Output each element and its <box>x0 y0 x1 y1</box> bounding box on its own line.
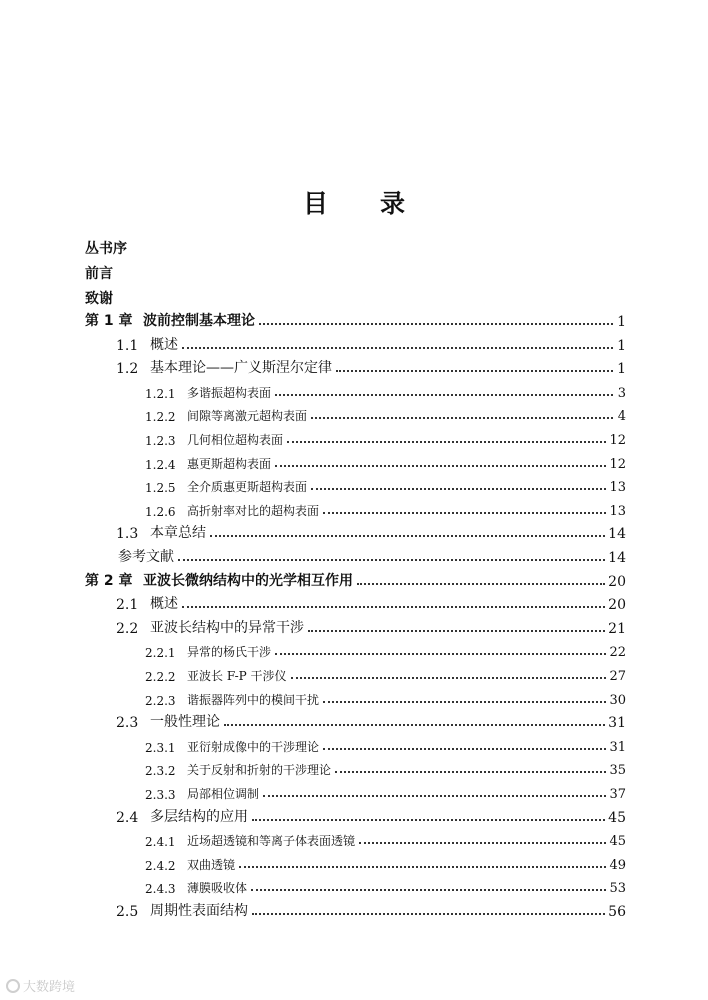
toc-entry-number: 1.1 <box>116 338 139 354</box>
toc-dot-leader <box>308 630 605 632</box>
page-title-char: 录 <box>380 189 406 218</box>
toc-entry-section[interactable] <box>116 355 626 377</box>
toc-dot-leader <box>287 441 606 443</box>
toc-dot-leader <box>359 842 606 844</box>
toc-entry-subsection[interactable] <box>145 638 626 660</box>
toc-dot-leader <box>252 819 605 821</box>
toc-entry-number: 2.3.2 <box>145 764 176 778</box>
toc-entry-number: 1.2.6 <box>145 505 176 519</box>
toc-entry-number: 2.3.1 <box>145 741 176 755</box>
toc-entry-chapter[interactable] <box>85 568 626 590</box>
toc-entry-page-number: 22 <box>609 645 626 660</box>
toc-entry-page-number: 49 <box>609 858 626 873</box>
toc-entry-section[interactable] <box>116 591 626 613</box>
toc-dot-leader <box>357 583 605 585</box>
toc-entry-page-number: 1 <box>617 314 626 330</box>
page-title-char: 目 <box>302 189 328 218</box>
toc-entry-number: 2.4.3 <box>145 882 176 896</box>
toc-dot-leader <box>224 724 605 726</box>
toc-entry-number: 1.2.4 <box>145 458 176 472</box>
toc-dot-leader <box>210 535 605 537</box>
toc-entry-title: 基本理论——广义斯涅尔定律 <box>150 360 332 376</box>
toc-entry-number: 2.4 <box>116 810 139 826</box>
toc-entry-page-number: 37 <box>609 787 626 802</box>
toc-entry-page-number: 13 <box>609 504 626 519</box>
toc-entry-page-number: 12 <box>609 457 626 472</box>
toc-entry-number: 1.2 <box>116 361 139 377</box>
toc-entry-number: 2.1 <box>116 597 139 613</box>
toc-entry-subsection[interactable] <box>145 851 626 873</box>
toc-entry-page-number: 56 <box>608 904 626 920</box>
toc-entry-section[interactable] <box>116 804 626 826</box>
toc-entry-title: 几何相位超构表面 <box>187 433 284 447</box>
toc-dot-leader <box>263 795 606 797</box>
toc-dot-leader <box>323 701 606 703</box>
toc-entry-page-number: 1 <box>617 338 626 354</box>
toc-entry-number: 1.2.3 <box>145 434 176 448</box>
toc-entry-subsection[interactable] <box>145 756 626 778</box>
toc-entry-title: 概述 <box>150 337 178 353</box>
toc-entry-subsection[interactable] <box>145 450 626 472</box>
toc-entry-subsection[interactable] <box>145 686 626 708</box>
toc-entry-title: 谐振器阵列中的模间干扰 <box>187 693 320 707</box>
toc-entry-section[interactable] <box>116 709 626 731</box>
toc-entry-title: 局部相位调制 <box>187 787 260 801</box>
toc-entry-number: 2.3.3 <box>145 788 176 802</box>
toc-entry-number: 第 1 章 <box>85 313 133 329</box>
toc-entry-page-number: 45 <box>608 810 626 826</box>
toc-dot-leader <box>291 677 607 679</box>
toc-dot-leader <box>336 370 613 372</box>
toc-dot-leader <box>239 866 606 868</box>
toc-entry-subsection[interactable] <box>145 497 626 519</box>
toc-entry-page-number: 1 <box>617 361 626 377</box>
toc-entry-title: 参考文献 <box>118 549 174 565</box>
toc-entry-page-number: 53 <box>609 881 626 896</box>
toc-dot-leader <box>252 913 605 915</box>
toc-dot-leader <box>275 394 613 396</box>
toc-entry-title: 概述 <box>150 596 178 612</box>
toc-entry-page-number: 3 <box>617 386 626 401</box>
toc-entry-title: 惠更斯超构表面 <box>187 457 272 471</box>
toc-entry-number: 2.2.2 <box>145 670 176 684</box>
watermark <box>6 976 75 995</box>
toc-entry-number: 1.3 <box>116 526 139 542</box>
front-matter-item[interactable]: 丛书序 <box>85 241 127 257</box>
toc-entry-title: 近场超透镜和等离子体表面透镜 <box>187 834 356 848</box>
front-matter-item[interactable]: 前言 <box>85 266 113 282</box>
toc-entry-title: 多谐振超构表面 <box>187 386 272 400</box>
watermark-logo-icon <box>6 979 20 993</box>
toc-entry-number: 2.3 <box>116 715 139 731</box>
toc-entry-title: 亚波长 F-P 干涉仪 <box>187 669 287 683</box>
toc-entry-title: 本章总结 <box>150 525 206 541</box>
toc-entry-number: 2.4.1 <box>145 835 176 849</box>
toc-entry-page-number: 45 <box>609 834 626 849</box>
toc-entry-title: 异常的杨氏干涉 <box>187 645 272 659</box>
toc-entry-number: 第 2 章 <box>85 573 133 589</box>
toc-entry-subsection[interactable] <box>145 827 626 849</box>
toc-entry-page-number: 12 <box>609 433 626 448</box>
toc-entry-references[interactable] <box>118 544 626 566</box>
toc-entry-page-number: 27 <box>609 669 626 684</box>
toc-entry-subsection[interactable] <box>145 780 626 802</box>
page-title <box>0 184 708 220</box>
toc-entry-number: 2.2 <box>116 621 139 637</box>
front-matter-item[interactable]: 致谢 <box>85 291 113 307</box>
toc-entry-title: 双曲透镜 <box>187 858 236 872</box>
toc-entry-subsection[interactable] <box>145 662 626 684</box>
toc-entry-section[interactable] <box>116 332 626 354</box>
toc-entry-subsection[interactable] <box>145 402 626 424</box>
toc-entry-title: 亚波长结构中的异常干涉 <box>150 620 304 636</box>
toc-entry-page-number: 31 <box>608 715 626 731</box>
toc-entry-number: 2.5 <box>116 904 139 920</box>
toc-entry-page-number: 14 <box>608 550 626 566</box>
toc-entry-page-number: 4 <box>617 409 626 424</box>
toc-dot-leader <box>323 512 606 514</box>
toc-entry-page-number: 20 <box>608 597 626 613</box>
toc-dot-leader <box>323 748 606 750</box>
toc-entry-number: 1.2.2 <box>145 410 176 424</box>
toc-entry-title: 周期性表面结构 <box>150 903 248 919</box>
toc-entry-number: 1.2.5 <box>145 481 176 495</box>
toc-entry-page-number: 13 <box>609 480 626 495</box>
toc-dot-leader <box>311 417 613 419</box>
toc-entry-title: 多层结构的应用 <box>150 809 248 825</box>
toc-entry-title: 高折射率对比的超构表面 <box>187 504 320 518</box>
toc-entry-page-number: 14 <box>608 526 626 542</box>
toc-entry-section[interactable] <box>116 520 626 542</box>
toc-dot-leader <box>311 488 606 490</box>
toc-entry-section[interactable] <box>116 615 626 637</box>
toc-entry-page-number: 35 <box>609 763 626 778</box>
toc-entry-number: 1.2.1 <box>145 387 176 401</box>
toc-dot-leader <box>275 653 606 655</box>
toc-entry-chapter[interactable] <box>85 308 626 330</box>
toc-entry-title: 关于反射和折射的干涉理论 <box>187 763 332 777</box>
toc-entry-page-number: 30 <box>609 693 626 708</box>
toc-dot-leader <box>259 323 613 325</box>
toc-entry-title: 亚衍射成像中的干涉理论 <box>187 740 320 754</box>
toc-dot-leader <box>178 559 605 561</box>
toc-entry-subsection[interactable] <box>145 874 626 896</box>
toc-entry-subsection[interactable] <box>145 733 626 755</box>
toc-entry-title: 全介质惠更斯超构表面 <box>187 480 308 494</box>
toc-entry-title: 波前控制基本理论 <box>143 313 255 329</box>
toc-entry-number: 2.4.2 <box>145 859 176 873</box>
toc-dot-leader <box>251 889 606 891</box>
toc-entry-number: 2.2.3 <box>145 694 176 708</box>
toc-entry-section[interactable] <box>116 898 626 920</box>
toc-entry-title: 一般性理论 <box>150 714 220 730</box>
toc-dot-leader <box>335 771 606 773</box>
toc-entry-subsection[interactable] <box>145 473 626 495</box>
toc-entry-number: 2.2.1 <box>145 646 176 660</box>
toc-dot-leader <box>182 347 613 349</box>
toc-entry-title: 亚波长微纳结构中的光学相互作用 <box>143 573 353 589</box>
toc-entry-page-number: 20 <box>608 574 626 590</box>
toc-entry-title: 薄膜吸收体 <box>187 881 248 895</box>
toc-entry-subsection[interactable] <box>145 379 626 401</box>
toc-entry-page-number: 21 <box>608 621 626 637</box>
toc-entry-page-number: 31 <box>609 740 626 755</box>
toc-entry-title: 间隙等离激元超构表面 <box>187 409 308 423</box>
toc-dot-leader <box>182 606 605 608</box>
watermark-text: 大数跨境 <box>23 980 76 995</box>
toc-dot-leader <box>275 465 606 467</box>
toc-entry-subsection[interactable] <box>145 426 626 448</box>
